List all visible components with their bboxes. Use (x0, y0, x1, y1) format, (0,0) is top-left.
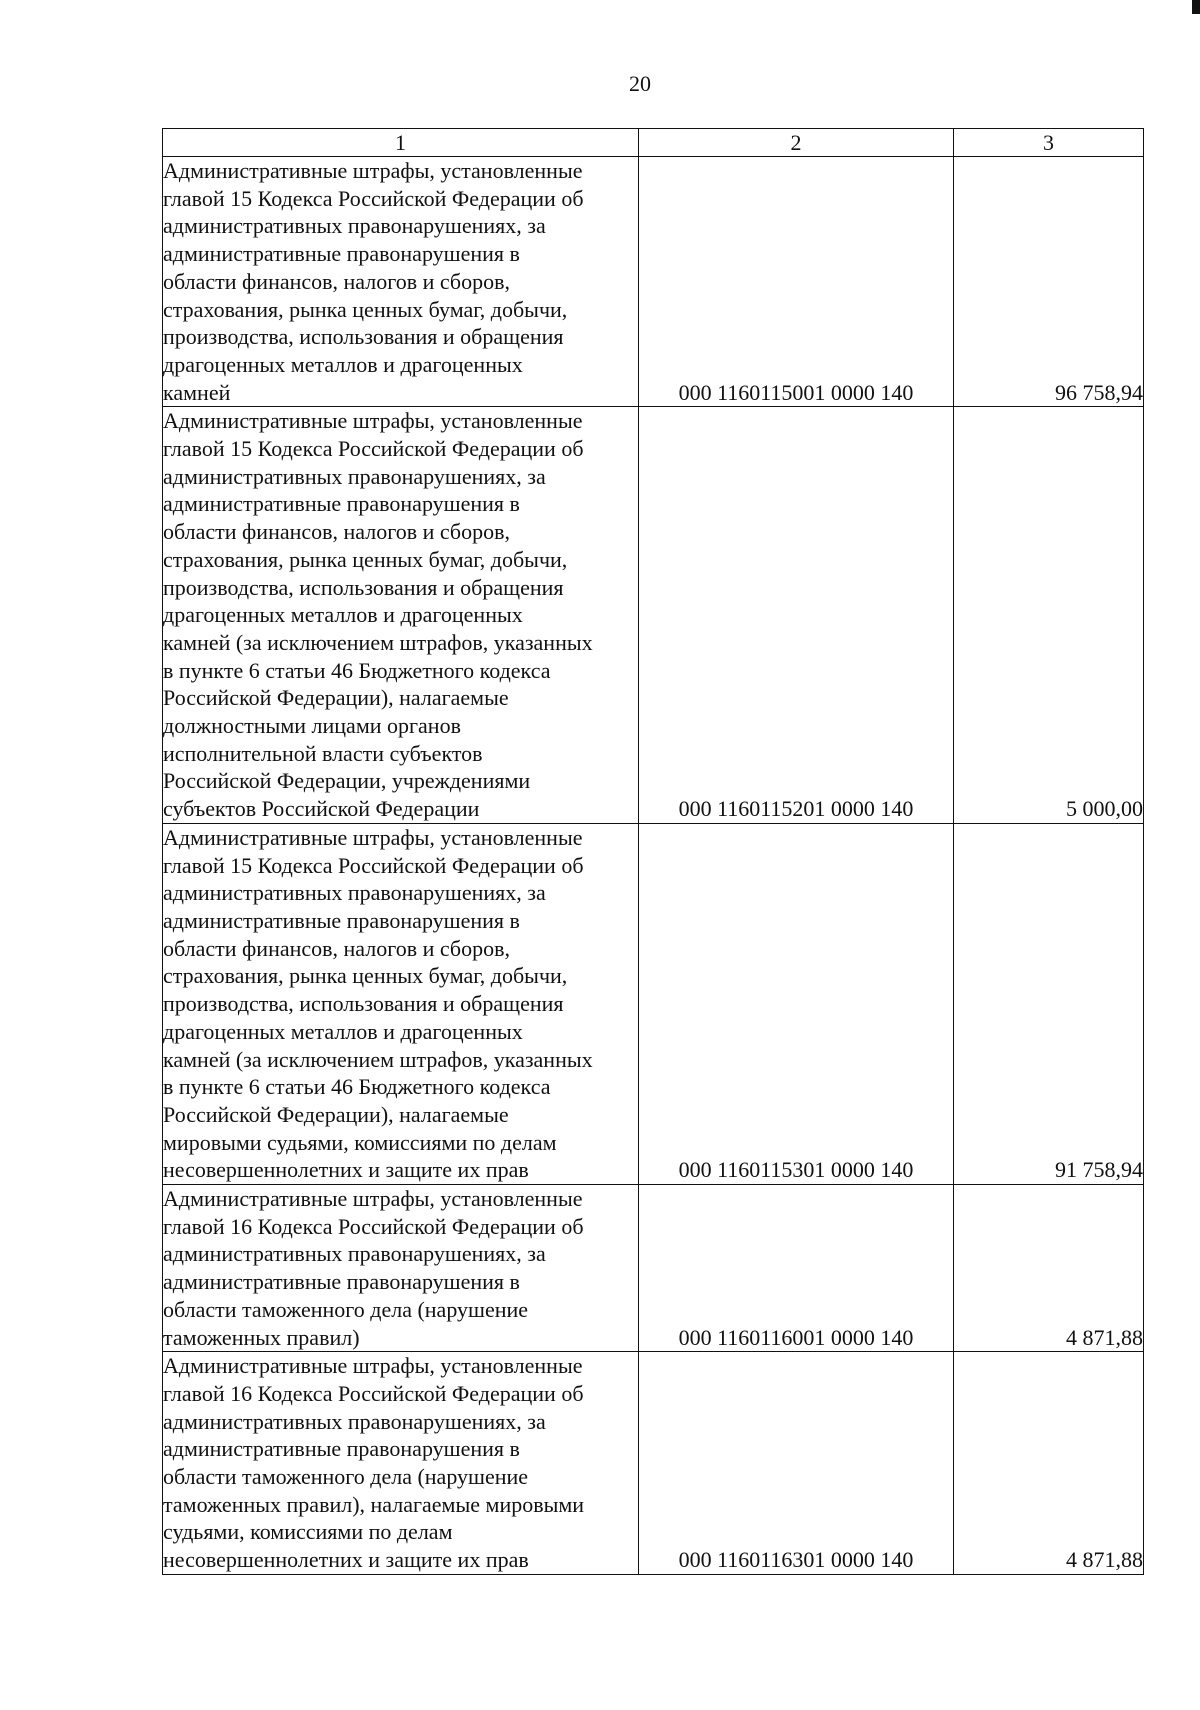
row-code: 000 1160115001 0000 140 (639, 157, 954, 407)
row-amount: 4 871,88 (954, 1185, 1144, 1352)
budget-revenue-table (162, 128, 1144, 1575)
row-name: Административные штрафы, установленные главой 16 Кодекса Российской Федерации об административных правонарушениях, за административные правонарушения в области таможенного дела (нарушение таможенных правил), налагаемые мировыми судьями, комиссиями по делам несовершеннолетних и защите их прав (163, 1353, 585, 1573)
row-name-cell (163, 823, 639, 1184)
row-amount: 5 000,00 (954, 407, 1144, 824)
table-row (163, 823, 1144, 1184)
row-code: 000 1160115301 0000 140 (639, 823, 954, 1184)
table-row (163, 407, 1144, 824)
scan-edge-mark (1192, 0, 1200, 14)
row-name-cell (163, 157, 639, 407)
row-amount: 4 871,88 (954, 1352, 1144, 1575)
row-code: 000 1160116001 0000 140 (639, 1185, 954, 1352)
row-name: Административные штрафы, установленные главой 15 Кодекса Российской Федерации об административных правонарушениях, за административные правонарушения в области финансов, налогов и сборов, страхования, рынка ценных бумаг, добычи, производства, использования и обращения драгоценных металлов и драгоценных камней (за исключением штрафов, указанных в пункте 6 статьи 46 Бюджетного кодекса Российской Федерации), налагаемые мировыми судьями, комиссиями по делам несовершеннолетних и защите их прав (163, 824, 593, 1183)
column-header-3: 3 (954, 129, 1144, 157)
table-header-row (163, 129, 1144, 157)
row-code: 000 1160116301 0000 140 (639, 1352, 954, 1575)
row-name: Административные штрафы, установленные главой 15 Кодекса Российской Федерации об административных правонарушениях, за административные правонарушения в области финансов, налогов и сборов, страхования, рынка ценных бумаг, добычи, производства, использования и обращения драгоценных металлов и драгоценных камней (163, 158, 584, 405)
row-code: 000 1160115201 0000 140 (639, 407, 954, 824)
page-number: 20 (629, 71, 651, 96)
row-amount: 96 758,94 (954, 157, 1144, 407)
table-row (163, 1352, 1144, 1575)
row-name-cell (163, 407, 639, 824)
row-name: Административные штрафы, установленные главой 15 Кодекса Российской Федерации об административных правонарушениях, за административные правонарушения в области финансов, налогов и сборов, страхования, рынка ценных бумаг, добычи, производства, использования и обращения драгоценных металлов и драгоценных камней (за исключением штрафов, указанных в пункте 6 статьи 46 Бюджетного кодекса Российской Федерации), налагаемые должностными лицами органов исполнительной власти субъектов Российской Федерации, учреждениями субъектов Российской Федерации (163, 408, 593, 822)
column-header-2: 2 (639, 129, 954, 157)
table-row (163, 157, 1144, 407)
row-name-cell (163, 1352, 639, 1575)
column-header-1: 1 (163, 129, 639, 157)
row-name-cell (163, 1185, 639, 1352)
table-row (163, 1185, 1144, 1352)
row-name: Административные штрафы, установленные главой 16 Кодекса Российской Федерации об административных правонарушениях, за административные правонарушения в области таможенного дела (нарушение таможенных правил) (163, 1186, 584, 1350)
row-amount: 91 758,94 (954, 823, 1144, 1184)
